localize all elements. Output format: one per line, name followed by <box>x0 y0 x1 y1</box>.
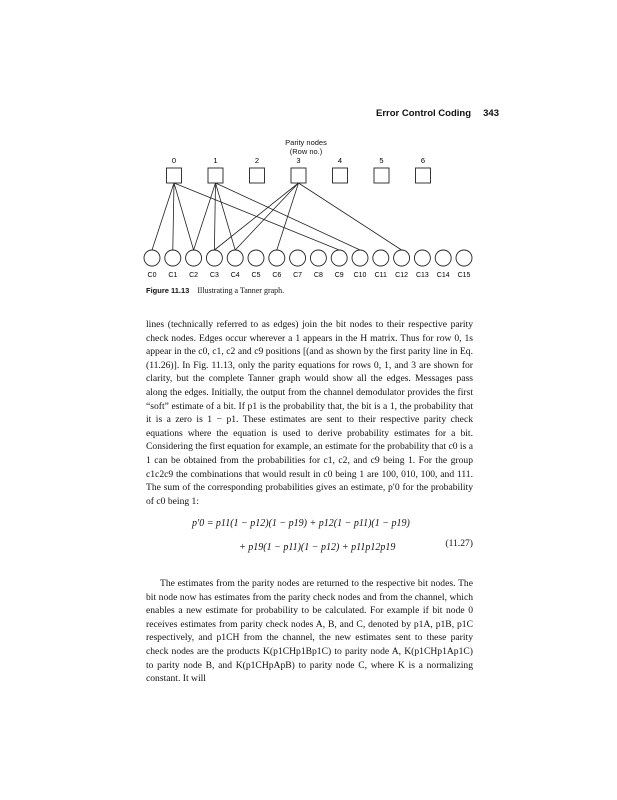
figure-title-line2: (Row no.) <box>289 147 323 156</box>
page-number: 343 <box>483 108 499 119</box>
equation-11-27 <box>146 516 473 572</box>
bit-node-label: C6 <box>272 272 282 279</box>
bit-node <box>331 250 347 266</box>
bit-node-label: C3 <box>209 272 219 279</box>
bit-node-label: C4 <box>230 272 240 279</box>
tanner-edge <box>174 183 194 250</box>
bit-node-label: C13 <box>415 272 429 279</box>
paragraph-1: lines (technically referred to as edges) join the bit nodes to their respective parity check nodes. Edges occur wherever a 1 appears in the H matrix. Thus for row 0, 1s appear in the c0, c1, c2 and c9 positions [(and as shown by the first parity line in Eq. (11.26)]. In Fig. 11.13, only the parity equations for rows 0, 1, and 3 are shown for clarity, but the complete Tanner graph would show all the edges. Messages pass along the edges. Initially, the output from the channel demodulator provides the first “soft” estimate of a bit. If p1 is the probability that, the bit is a 1, the probability that it is a zero is 1 − p1. These estimates are sent to their respective parity check equations where the equation is used to derive probability estimates for a bit. Considering the first equation for example, an estimate for the probability that c0 is a 1 can be obtained from the probabilities for c1, c2, and c9 being 1. For the group c1c2c9 the combinations that would result in c0 being 1 are 100, 010, 100, and 111. The sum of the corresponding probabilities gives an estimate, p′0 for the probability of c0 being 1: <box>146 319 473 507</box>
parity-node <box>250 168 265 183</box>
page-header <box>0 108 617 122</box>
tanner-edge <box>194 183 216 250</box>
bit-node <box>373 250 389 266</box>
figure-caption <box>146 286 284 295</box>
bit-node <box>144 250 160 266</box>
tanner-graph <box>130 134 490 284</box>
bit-node <box>269 250 285 266</box>
running-title: Error Control Coding <box>376 108 471 119</box>
parity-node-label: 4 <box>337 156 343 165</box>
bit-node-label: C2 <box>189 272 199 279</box>
parity-node-label: 0 <box>171 156 177 165</box>
parity-node-label: 1 <box>213 156 218 165</box>
bit-node <box>248 250 264 266</box>
bit-node-label: C9 <box>334 272 344 279</box>
parity-node <box>416 168 431 183</box>
tanner-edge <box>214 183 298 250</box>
caption-text: Illustrating a Tanner graph. <box>197 286 285 295</box>
bit-node-label: C11 <box>374 272 387 279</box>
tanner-graph-figure <box>130 134 490 284</box>
parity-node-label: 5 <box>379 156 384 165</box>
tanner-edge <box>277 183 299 250</box>
bit-node <box>165 250 181 266</box>
tanner-edge <box>152 183 174 250</box>
parity-node <box>333 168 348 183</box>
bit-node-label: C10 <box>353 272 367 279</box>
bit-node-label: C12 <box>395 272 409 279</box>
caption-label: Figure 11.13 <box>146 286 190 295</box>
tanner-edge <box>216 183 236 250</box>
equation-line-2: + p19(1 − p11)(1 − p12) + p11p12p19 <box>239 542 396 553</box>
bit-node-label: C1 <box>168 272 178 279</box>
parity-node <box>208 168 223 183</box>
bit-node-label: C8 <box>313 272 323 279</box>
bit-node <box>290 250 306 266</box>
bit-node <box>394 250 410 266</box>
parity-node-label: 6 <box>420 156 426 165</box>
parity-node-label: 2 <box>254 156 260 165</box>
bit-node <box>352 250 368 266</box>
parity-node <box>167 168 182 183</box>
bit-node <box>186 250 202 266</box>
bit-node <box>310 250 326 266</box>
bit-node <box>227 250 243 266</box>
bit-node-label: C15 <box>457 272 471 279</box>
bit-node-label: C0 <box>147 272 157 279</box>
equation-number: (11.27) <box>445 538 473 549</box>
equation-line-1: p′0 = p11(1 − p12)(1 − p19) + p12(1 − p11)(1 − p19) <box>192 518 410 529</box>
tanner-edge <box>235 183 298 250</box>
parity-node <box>291 168 306 183</box>
bit-node <box>435 250 451 266</box>
bit-node <box>456 250 472 266</box>
bit-node <box>206 250 222 266</box>
paragraph-2: The estimates from the parity nodes are returned to the respective bit nodes. The bit node now has estimates from the parity check nodes and from the channel, which enables a new estimate for probability to be calculated. For example if bit node 0 receives estimates from parity check nodes A, B, and C, denoted by p1A, p1B, p1C respectively, and p1CH from the channel, the new estimates sent to these parity check nodes are the products K(p1CHp1Bp1C) to parity node A, K(p1CHp1Ap1C) to parity node B, and K(p1CHpApB) to parity node C, where K is a normalizing constant. It will <box>146 578 473 685</box>
figure-title-line1: Parity nodes <box>285 138 327 147</box>
parity-node <box>374 168 389 183</box>
bit-node <box>414 250 430 266</box>
bit-node-label: C7 <box>293 272 303 279</box>
bit-node-label: C14 <box>436 272 450 279</box>
tanner-edge <box>214 183 215 250</box>
tanner-edge <box>173 183 174 250</box>
parity-node-label: 3 <box>296 156 301 165</box>
bit-node-label: C5 <box>251 272 261 279</box>
